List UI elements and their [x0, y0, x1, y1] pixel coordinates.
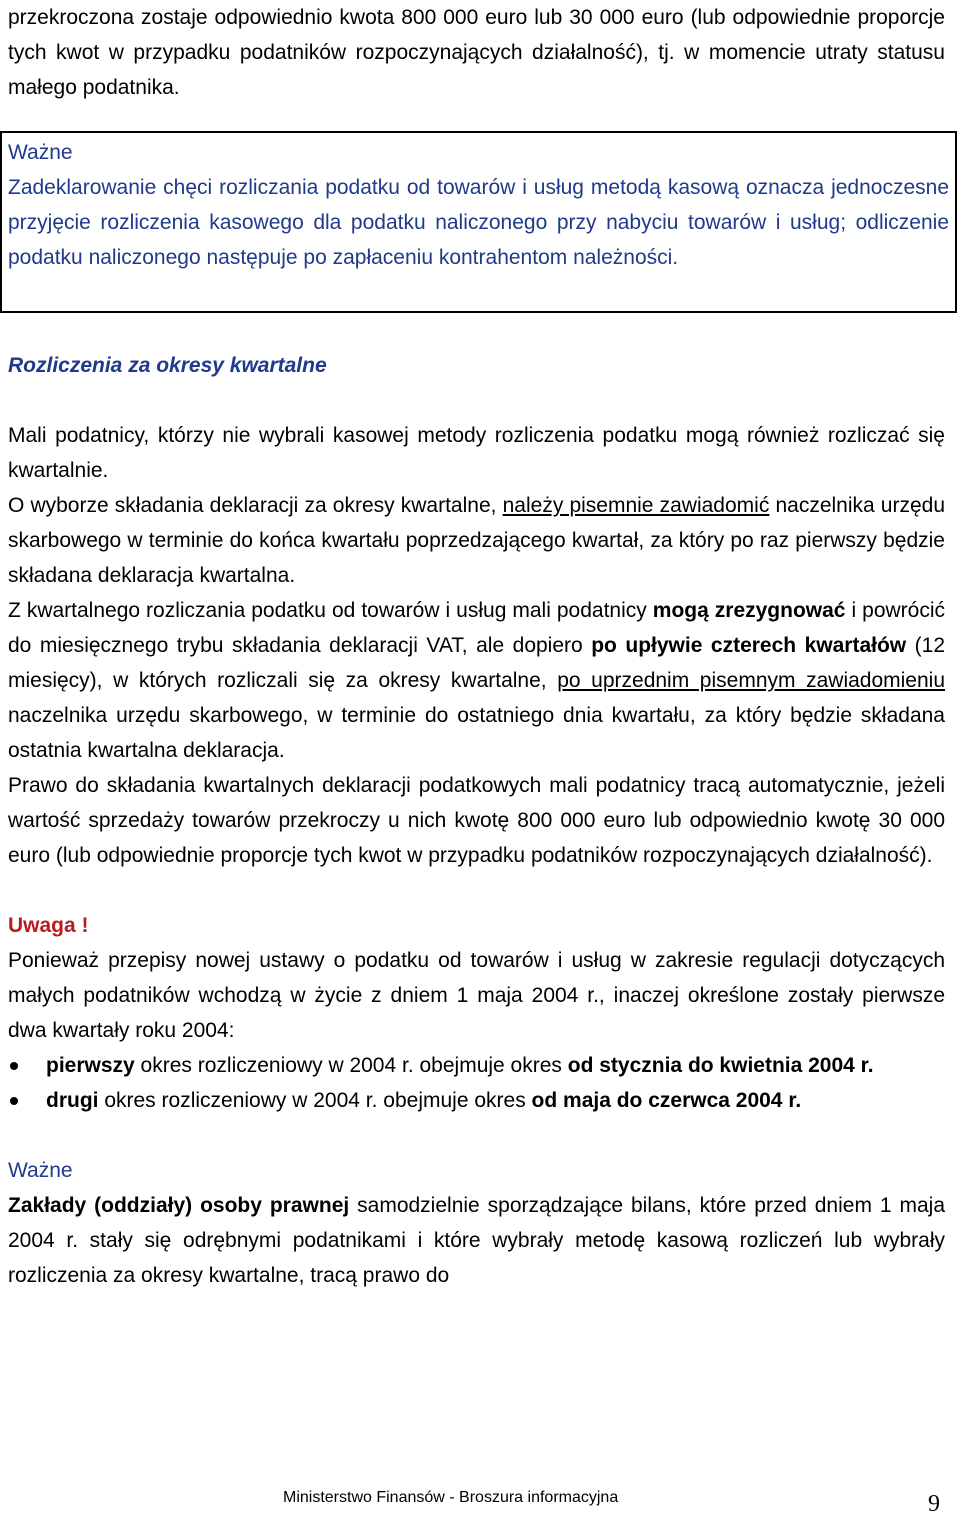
- page-number: 9: [928, 1491, 940, 1517]
- section-paragraph-4: Prawo do składania kwartalnych deklaracji podatkowych mali podatnicy tracą automatycznie, jeżeli wartość sprzedaży towarów przekroczy u nich kwotę 800 000 euro lub odpowiednio kwotę 30 000 euro (lub odpowiednie proporcje tych kwot w przypadku podatników rozpoczynających działalność).: [8, 774, 945, 867]
- section-quarterly: [8, 348, 945, 1293]
- warning-title: Uwaga !: [8, 914, 89, 937]
- important-title: Ważne: [8, 141, 73, 164]
- section-paragraph-2: O wyborze składania deklaracji za okresy kwartalne, należy pisemnie zawiadomić naczelnika urzędu skarbowego w terminie do końca kwartału poprzedzającego kwartał, za który po raz pierwszy będzie składana deklaracja kwartalna.: [8, 494, 946, 587]
- important-title-2: Ważne: [8, 1159, 73, 1182]
- bullet-icon: [10, 1097, 18, 1105]
- period-list: [8, 1048, 945, 1118]
- underlined-phrase: należy pisemnie zawiadomić: [502, 494, 770, 517]
- intro-paragraph: przekroczona zostaje odpowiednio kwota 800 000 euro lub 30 000 euro (lub odpowiednie proporcje tych kwot w przypadku podatników rozpoczynających działalność), tj. w momencie utraty statusu małego podatnika.: [8, 6, 945, 99]
- important-text-2: Zakłady (oddziały) osoby prawnej samodzielnie sporządzające bilans, które przed dniem 1 maja 2004 r. stały się odrębnymi podatnikami i które wybrały metodę kasową rozliczeń lub wybrały rozliczenia za okresy kwartalne, tracą prawo do: [8, 1194, 946, 1287]
- warning-text: Ponieważ przepisy nowej ustawy o podatku od towarów i usług w zakresie regulacji dotyczących małych podatników wchodzą w życie z dniem 1 maja 2004 r., inaczej określone zostały pierwsze dwa kwartały roku 2004:: [8, 949, 945, 1042]
- section-paragraph-1: Mali podatnicy, którzy nie wybrali kasowej metody rozliczenia podatku mogą również rozliczać się kwartalnie.: [8, 424, 945, 482]
- bullet-icon: [10, 1062, 18, 1070]
- important-text: Zadeklarowanie chęci rozliczania podatku od towarów i usług metodą kasową oznacza jednoczesne przyjęcie rozliczenia kasowego dla podatku naliczonego przy nabyciu towarów i usług; odliczenie podatku naliczonego następuje po zapłaceniu kontrahentom należności.: [8, 176, 949, 269]
- footer-publisher: Ministerstwo Finansów - Broszura informacyjna: [283, 1489, 619, 1506]
- important-box: [0, 131, 957, 313]
- section-paragraph-3: Z kwartalnego rozliczania podatku od towarów i usług mali podatnicy mogą zrezygnować i powrócić do miesięcznego trybu składania deklaracji VAT, ale dopiero po upływie czterech kwartałów (12 miesięcy), w których rozliczali się za okresy kwartalne, po uprzednim pisemnym zawiadomieniu naczelnika urzędu skarbowego, w terminie do ostatniego dnia kwartału, za który będzie składana ostatnia kwartalna deklaracja.: [8, 599, 946, 762]
- document-page: [8, 0, 945, 105]
- underlined-phrase: po uprzednim pisemnym zawiadomieniu: [557, 669, 946, 692]
- list-item: drugi okres rozliczeniowy w 2004 r. obejmuje okres od maja do czerwca 2004 r.: [8, 1083, 945, 1118]
- list-item: pierwszy okres rozliczeniowy w 2004 r. obejmuje okres od stycznia do kwietnia 2004 r.: [8, 1048, 945, 1083]
- section-heading: Rozliczenia za okresy kwartalne: [8, 354, 327, 377]
